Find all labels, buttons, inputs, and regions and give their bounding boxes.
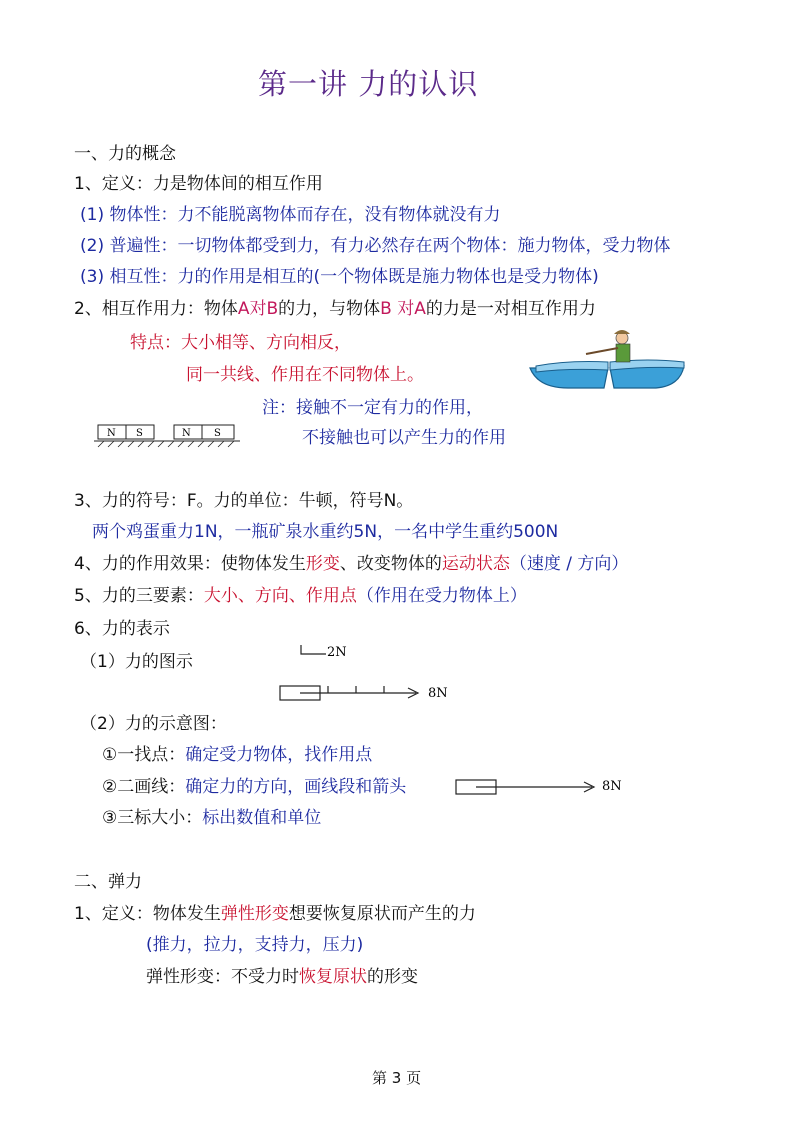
step-1-title: ①一找点： [102,745,186,765]
elastic-definition-line [74,902,476,926]
force-diagram-label: （1）力的图示 [80,652,193,672]
definition-text: 力是物体间的相互作用 [152,174,323,194]
scale-line [301,645,326,654]
mutual-text-ab: A对B [237,299,279,319]
note-line-2: 不接触也可以产生力的作用 [302,428,506,448]
page-title: 第一讲 力的认识 [258,67,479,101]
step-3-title: ③三标大小： [102,808,203,828]
three-elements-list: 大小、方向、作用点 [203,586,357,606]
force-diagram-value: 8N [428,686,448,701]
step-1-desc: 确定受力物体，找作用点 [185,745,373,765]
force-diagram [276,678,456,708]
step-2 [102,775,406,799]
step-2-desc: 确定力的方向，画线段和箭头 [185,777,407,797]
property-mutual: (3) 相互性：力的作用是相互的(一个物体既是施力物体也是受力物体) [80,267,599,287]
person-hat [614,330,630,334]
effect-motion-state: 运动状态 [441,554,510,574]
magnets-illustration [94,422,242,450]
elastic-deformation-text-1: 弹性形变：不受力时 [146,967,299,987]
section-heading-elastic: 二、弹力 [74,872,142,892]
mutual-force-line [74,297,596,321]
schematic-diagram [452,772,632,802]
effect-text-2: 、改变物体的 [339,554,442,574]
boats-illustration [528,328,686,390]
effect-deformation: 形变 [305,554,340,574]
schematic-label: （2）力的示意图： [80,714,227,734]
section-heading-concept: 一、力的概念 [74,144,176,164]
elastic-kinds: (推力，拉力，支持力，压力) [146,935,364,955]
mutual-text-ba: B 对A [380,299,426,319]
scale-label: 2N [327,645,347,660]
restore-shape: 恢复原状 [299,967,367,987]
pole [586,348,618,354]
schematic-value: 8N [602,779,622,794]
elastic-deformation: 弹性形变 [220,904,289,924]
definition-prefix: 1、定义： [74,174,153,194]
mutual-text-3: 的力是一对相互作用力 [425,299,596,319]
representation-heading: 6、力的表示 [74,619,170,639]
three-elements-note: （作用在受力物体上） [356,586,527,606]
elastic-def-text-2: 想要恢复原状而产生的力 [288,904,476,924]
feature-line-2: 同一共线、作用在不同物体上。 [186,365,424,385]
magnet-1-s: S [136,428,143,439]
examples-line: 两个鸡蛋重力1N，一瓶矿泉水重约5N，一名中学生重约500N [92,522,559,542]
feature-line-1: 特点：大小相等、方向相反， [130,333,351,353]
note-line-1: 注：接触不一定有力的作用， [262,398,483,418]
effect-line [74,552,628,576]
elastic-def-text-1: 1、定义：物体发生 [74,904,221,924]
ground-hatch [98,441,234,447]
three-elements-line [74,584,527,608]
step-3-desc: 标出数值和单位 [202,808,322,828]
effect-speed-direction: （速度 / 方向） [509,554,629,574]
property-material: (1) 物体性：力不能脱离物体而存在，没有物体就没有力 [80,205,501,225]
magnet-2-s: S [214,428,221,439]
symbol-line: 3、力的符号：F。力的单位：牛顿，符号N。 [74,491,414,511]
magnet-2-n: N [182,428,191,439]
page-number: 第 3 页 [372,1069,422,1087]
scale-marker [298,640,358,662]
three-elements-text: 5、力的三要素： [74,586,204,606]
magnet-1-n: N [107,428,116,439]
elastic-deformation-text-2: 的形变 [367,967,418,987]
property-universal: (2) 普遍性：一切物体都受到力，有力必然存在两个物体：施力物体，受力物体 [80,236,671,256]
mutual-text-1: 2、相互作用力：物体 [74,299,238,319]
mutual-text-2: 的力，与物体 [278,299,381,319]
person-body [616,344,630,362]
step-2-title: ②二画线： [102,777,186,797]
step-1 [102,743,372,767]
elastic-deformation-def [146,965,418,989]
step-3 [102,806,321,830]
effect-text-1: 4、力的作用效果：使物体发生 [74,554,306,574]
definition-line [74,172,323,196]
